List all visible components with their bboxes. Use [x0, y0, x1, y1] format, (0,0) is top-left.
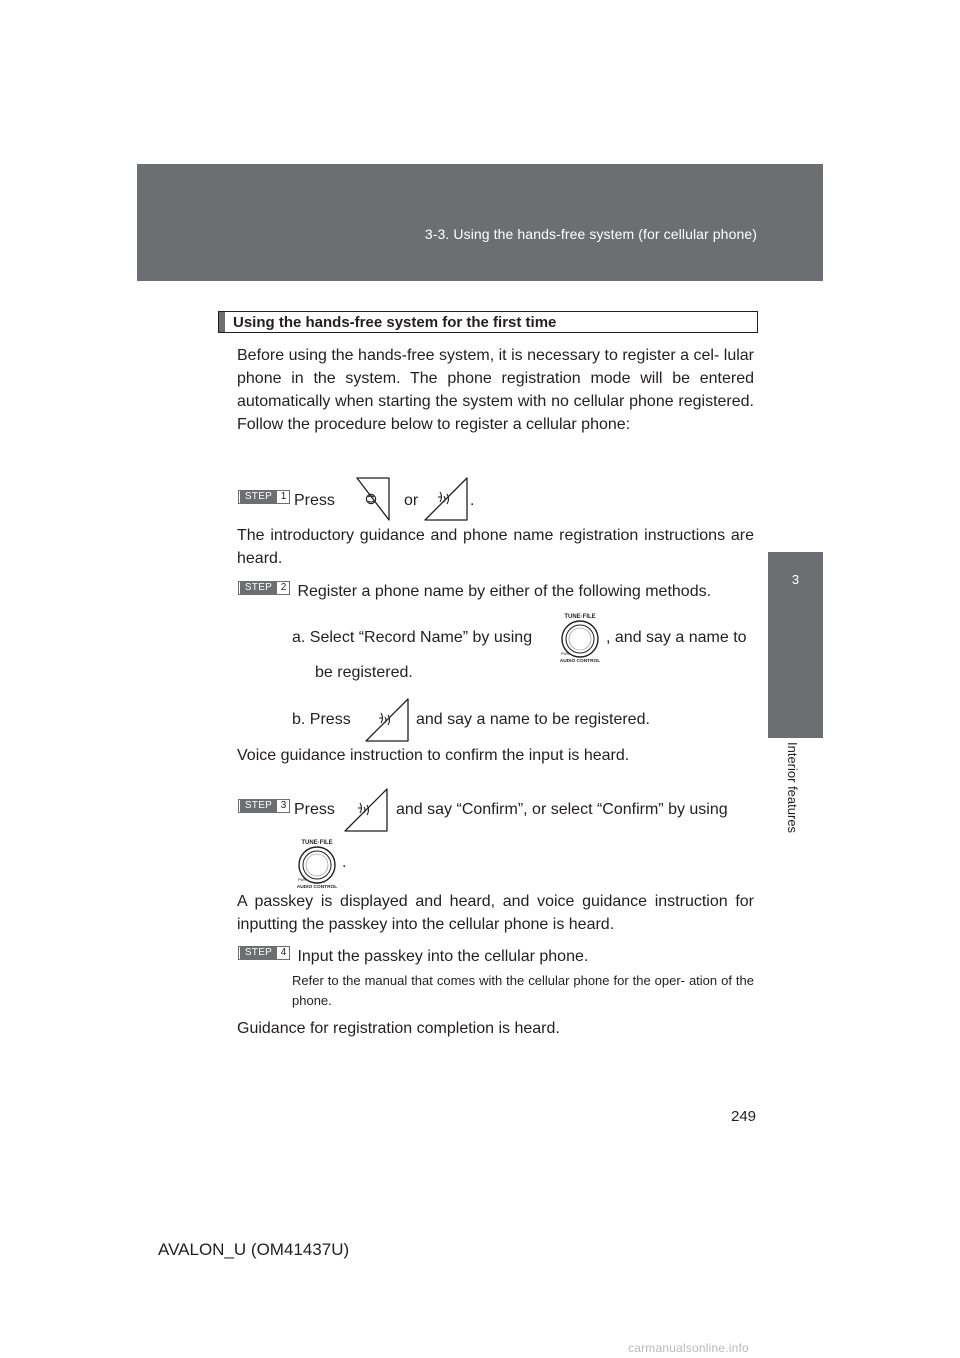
method-b-suffix: and say a name to be registered.	[416, 711, 650, 728]
section-title-box	[218, 311, 758, 333]
step-4-row	[238, 945, 588, 968]
watermark: carmanualsonline.info	[628, 1341, 749, 1355]
page-number: 249	[731, 1108, 757, 1125]
step-1-text-period: .	[470, 492, 475, 509]
knob-bottom-label: AUDIO CONTROL	[296, 885, 338, 890]
knob-top-label: TUNE·FILE	[301, 840, 333, 846]
step-2-result: Voice guidance instruction to confirm the input is heard.	[237, 747, 630, 764]
method-a-line2: be registered.	[315, 664, 413, 681]
step-3-text-period: .	[342, 854, 347, 871]
header-band	[137, 164, 823, 281]
knob-bottom-label: AUDIO CONTROL	[559, 659, 601, 664]
method-b-prefix: b. Press	[292, 711, 351, 728]
step-4-result: Guidance for registration completion is heard.	[237, 1020, 560, 1037]
knob-side-label: PWR	[561, 652, 570, 656]
section-title: Using the hands-free system for the first time	[233, 314, 557, 331]
step-3-text-main: and say “Confirm”, or select “Confirm” by using	[396, 801, 728, 818]
step-badge: STEP 3	[238, 799, 290, 813]
step-1-text-press: Press	[294, 492, 335, 509]
step-2-text: Register a phone name by either of the following methods.	[297, 583, 712, 600]
off-hook-switch-icon	[355, 476, 391, 522]
footer-code: AVALON_U (OM41437U)	[158, 1240, 350, 1259]
knob-side-label: PWR	[298, 878, 307, 882]
step-badge: STEP 4	[238, 946, 290, 960]
step-badge: STEP 1	[238, 490, 290, 504]
chapter-label: Interior features	[785, 742, 800, 834]
talk-switch-icon	[343, 787, 389, 833]
step-2-row	[238, 580, 711, 603]
header-section-title: 3-3. Using the hands-free system (for cellular phone)	[424, 226, 757, 242]
method-a-prefix: a. Select “Record Name” by using	[292, 629, 533, 646]
tune-file-knob-icon	[293, 836, 341, 890]
chapter-tab	[768, 552, 823, 738]
tune-file-knob-icon	[556, 610, 604, 664]
step-3-result: A passkey is displayed and heard, and voice guidance instruction for inputting the passkey into the cellular phone is heard.	[237, 893, 754, 933]
chapter-number: 3	[791, 572, 800, 587]
step-3-text-press: Press	[294, 801, 335, 818]
step-1-result: The introductory guidance and phone name registration instructions are heard.	[237, 527, 754, 567]
method-a-suffix: , and say a name to	[606, 629, 747, 646]
section-title-bar	[219, 312, 225, 332]
step-badge: STEP 2	[238, 581, 290, 595]
knob-top-label: TUNE·FILE	[564, 614, 596, 620]
step-1-row	[238, 489, 293, 512]
step-3-row	[238, 798, 293, 821]
step-1-text-or: or	[404, 492, 419, 509]
talk-switch-icon	[423, 476, 469, 522]
talk-switch-icon	[364, 697, 410, 743]
step-4-note: Refer to the manual that comes with the cellular phone for the oper- ation of the phone.	[292, 973, 754, 1008]
intro-paragraph: Before using the hands-free system, it is necessary to register a cel- lular phone in the system. The phone registration mode will be entered automatically when starting the system with no cellular phone registered. Follow the procedure below to register a cellular phone:	[237, 347, 754, 433]
step-4-text: Input the passkey into the cellular phone.	[297, 948, 589, 965]
